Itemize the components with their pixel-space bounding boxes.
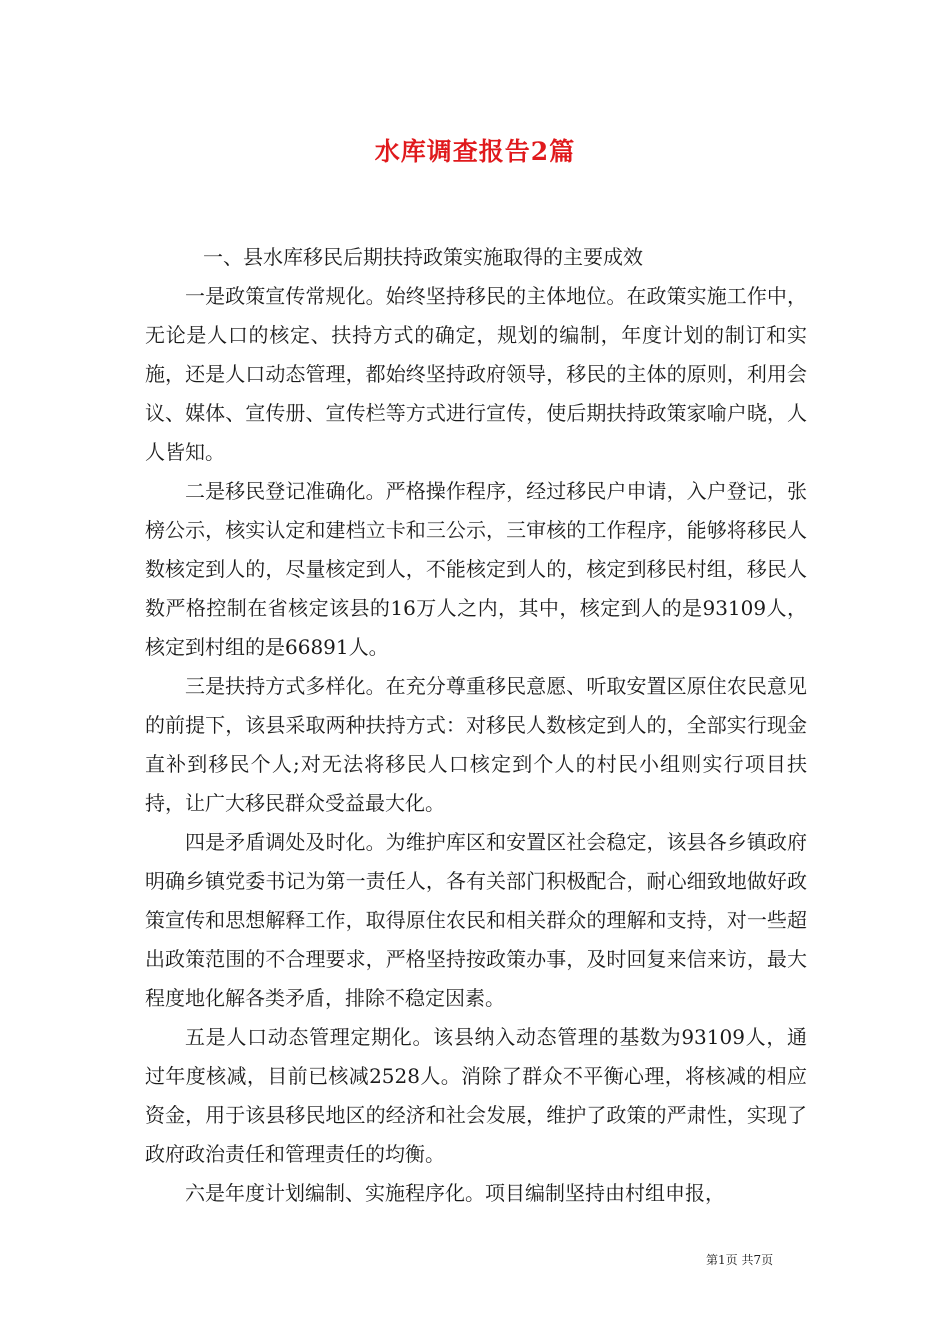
paragraph: 一是政策宣传常规化。始终坚持移民的主体地位。在政策实施工作中，无论是人口的核定、扶持方式的确定，规划的编制，年度计划的制订和实施，还是人口动态管理，都始终坚持政府领导，移民的主体的原则，利用会议、媒体、宣传册、宣传栏等方式进行宣传，使后期扶持政策家喻户晓，人人皆知。 (145, 284, 807, 464)
section-heading: 一、县水库移民后期扶持政策实施取得的主要成效 (203, 245, 643, 269)
page-number: 第1页 共7页 (706, 1253, 774, 1267)
paragraph: 三是扶持方式多样化。在充分尊重移民意愿、听取安置区原住农民意见的前提下，该县采取两种扶持方式：对移民人数核定到人的，全部实行现金直补到移民个人;对无法将移民人口核定到个人的村民小组则实行项目扶持，让广大移民群众受益最大化。 (145, 674, 807, 815)
document-body (145, 238, 807, 1213)
paragraph: 五是人口动态管理定期化。该县纳入动态管理的基数为93109人，通过年度核减，目前已核减2528人。消除了群众不平衡心理，将核减的相应资金，用于该县移民地区的经济和社会发展，维护了政策的严肃性，实现了政府政治责任和管理责任的均衡。 (145, 1025, 807, 1166)
document-title: 水库调查报告2篇 (374, 137, 576, 166)
paragraph: 六是年度计划编制、实施程序化。项目编制坚持由村组申报， (185, 1181, 725, 1205)
paragraph: 四是矛盾调处及时化。为维护库区和安置区社会稳定，该县各乡镇政府明确乡镇党委书记为第一责任人，各有关部门积极配合，耐心细致地做好政策宣传和思想解释工作，取得原住农民和相关群众的理解和支持，对一些超出政策范围的不合理要求，严格坚持按政策办事，及时回复来信来访，最大程度地化解各类矛盾，排除不稳定因素。 (145, 830, 807, 1010)
paragraph: 二是移民登记准确化。严格操作程序，经过移民户申请，入户登记，张榜公示，核实认定和建档立卡和三公示，三审核的工作程序，能够将移民人数核定到人的，尽量核定到人，不能核定到人的，核定到移民村组，移民人数严格控制在省核定该县的16万人之内，其中，核定到人的是93109人，核定到村组的是66891人。 (145, 479, 807, 659)
